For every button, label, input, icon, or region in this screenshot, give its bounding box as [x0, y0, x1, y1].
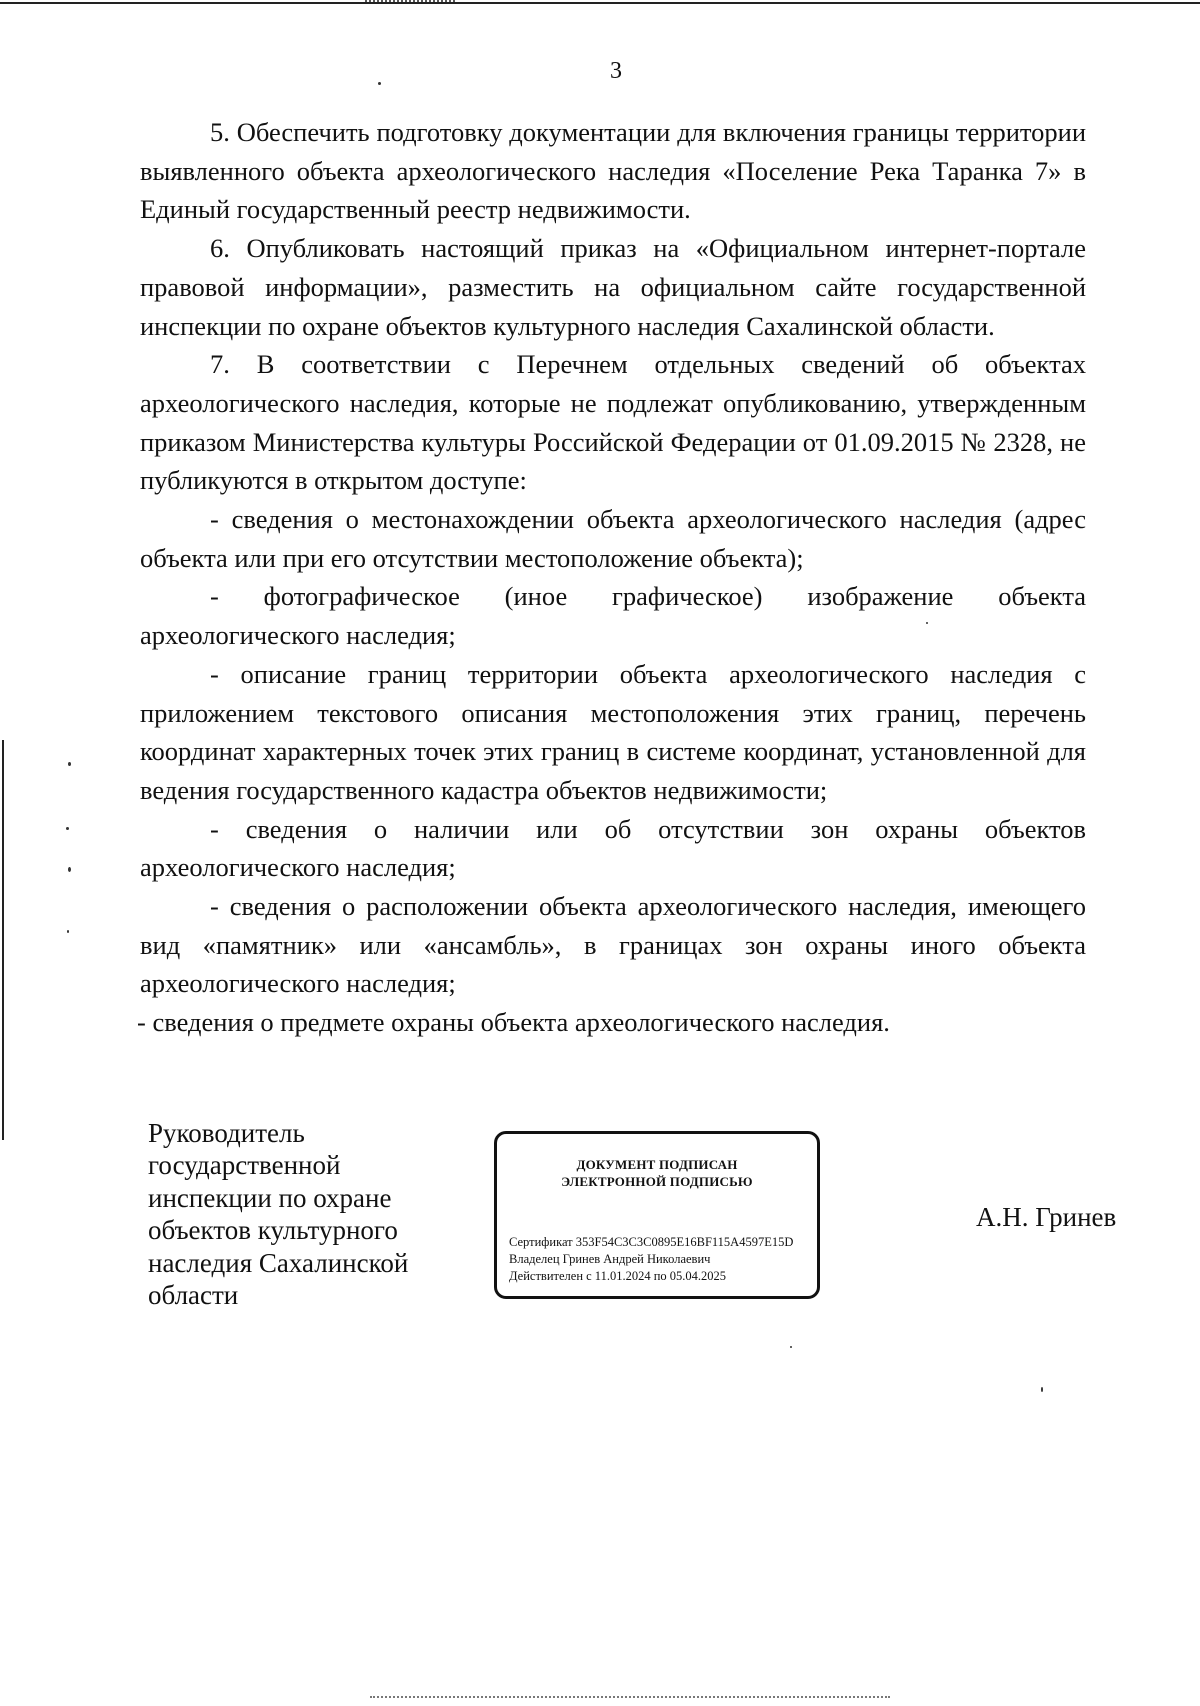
list-item-location: - сведения о местонахождении объекта археологического наследия (адрес объекта или при его отсутствии местоположение объекта);: [140, 504, 1086, 573]
scan-edge-top: [0, 2, 1200, 4]
signatory-line: области: [148, 1280, 239, 1311]
stamp-certificate: Сертификат 353F54C3C3C0895E16BF115A4597E15D: [509, 1235, 794, 1249]
list-item-protection-subject: - сведения о предмете охраны объекта археологического наследия.: [137, 1007, 890, 1038]
electronic-signature-stamp: [494, 1131, 820, 1299]
signatory-title: [148, 1117, 448, 1311]
scan-speck: [66, 827, 69, 830]
stamp-owner: Владелец Гринев Андрей Николаевич: [509, 1252, 711, 1266]
signer-name: А.Н. Гринев: [976, 1202, 1117, 1232]
scan-dash-top: [365, 0, 455, 4]
signatory-line: Руководитель: [148, 1118, 305, 1148]
paragraph-item-6: 6. Опубликовать настоящий приказ на «Официальном интернет-портале правовой информации», разместить на официальном сайте государственной инспекции по охране объектов культурного наследия Сахалинской области.: [140, 233, 1086, 341]
stamp-details: [509, 1234, 793, 1285]
paragraph-item-7: 7. В соответствии с Перечнем отдельных сведений об объектах археологического наследия, которые не подлежат опубликованию, утвержденным приказом Министерства культуры Российской Федерации от 01.09.2015 № 2328, не публикуются в открытом доступе:: [140, 349, 1086, 496]
stamp-validity: Действителен с 11.01.2024 по 05.04.2025: [509, 1269, 727, 1283]
stamp-title-line: ЭЛЕКТРОННОЙ ПОДПИСЬЮ: [561, 1174, 753, 1189]
page-number: 3: [610, 58, 622, 84]
signatory-line: инспекции по охране: [148, 1182, 392, 1213]
paragraph-item-5: 5. Обеспечить подготовку документации для включения границы территории выявленного объекта археологического наследия «Поселение Река Таранка 7» в Единый государственный реестр недвижимости.: [140, 117, 1086, 225]
signatory-line: объектов культурного: [148, 1215, 398, 1246]
list-item-protection-zones: - сведения о наличии или об отсутствии зон охраны объектов археологического наследия;: [140, 813, 1086, 883]
signatory-line: наследия Сахалинской: [148, 1247, 409, 1278]
list-item-monument-location: - сведения о расположении объекта археологического наследия, имеющего вид «памятник» или «ансамбль», в границах зон охраны иного объекта археологического наследия;: [140, 891, 1086, 999]
scan-speck: [68, 762, 71, 766]
list-item-photo: - фотографическое (иное графическое) изображение объекта археологического наследия;: [140, 581, 1086, 651]
stamp-title: [497, 1156, 817, 1190]
scan-speck: [68, 867, 71, 872]
stamp-title-line: ДОКУМЕНТ ПОДПИСАН: [576, 1157, 738, 1172]
list-item-boundaries: - описание границ территории объекта археологического наследия с приложением текстового описания местоположения этих границ, перечень координат характерных точек этих границ в системе координат, установленной для ведения государственного кадастра объектов недвижимости;: [140, 658, 1086, 805]
scan-edge-left: [2, 740, 8, 1140]
document-body: [137, 113, 1086, 1042]
scan-dash-bottom: [370, 1694, 890, 1698]
signatory-line: государственной: [148, 1150, 341, 1181]
scan-speck: [67, 930, 69, 933]
scan-speck: [1041, 1387, 1043, 1392]
scan-speck: [790, 1346, 792, 1348]
